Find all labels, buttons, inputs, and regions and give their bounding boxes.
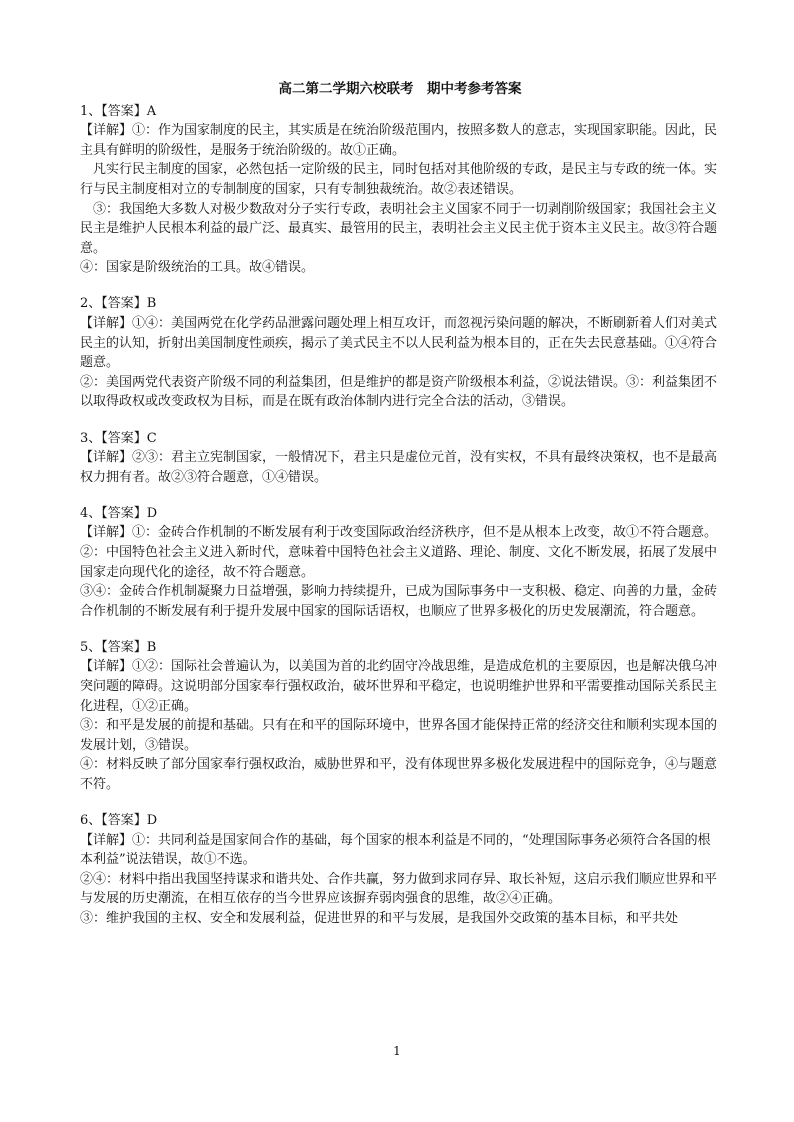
question-4 bbox=[80, 504, 720, 622]
question-1-explanation-2: 凡实行民主制度的国家，必然包括一定阶级的民主，同时包括对其他阶级的专政，是民主与专政的统一体。实行与民主制度相对立的专制制度的国家，只有专制独裁统治。故②表述错误。 bbox=[80, 162, 718, 197]
question-5 bbox=[80, 638, 720, 795]
question-2 bbox=[80, 294, 720, 412]
question-6-answer: 6、【答案】D bbox=[80, 813, 158, 829]
question-6-explanation-2: ②④：材料中指出我国坚持谋求和谐共处、合作共赢，努力做到求同存异、取长补短，这启示我们顺应世界和平与发展的历史潮流，在相互依存的当今世界应该摒弃弱肉强食的思维，故②④正确。 bbox=[80, 871, 718, 907]
question-3-explanation-1: 【详解】②③：君主立宪制国家，一般情况下，君主只是虚位元首，没有实权，不具有最终决策权，也不是最高权力拥有者。故②③符合题意，①④错误。 bbox=[80, 450, 718, 485]
answer-content bbox=[80, 80, 720, 945]
question-6-explanation-3: ③：维护我国的主权、安全和发展利益，促进世界的和平与发展，是我国外交政策的基本目标，和平共处 bbox=[80, 911, 679, 927]
question-4-explanation-1: 【详解】①：金砖合作机制的不断发展有利于改变国际政治经济秩序，但不是从根本上改变，故①不符合题意。 bbox=[80, 525, 718, 541]
page-title: 高二第二学期六校联考 期中考参考答案 bbox=[278, 81, 522, 97]
question-5-answer: 5、【答案】B bbox=[80, 639, 157, 655]
question-3 bbox=[80, 429, 720, 488]
question-2-explanation-1: 【详解】①④：美国两党在化学药品泄露问题处理上相互攻讦，而忽视污染问题的解决，不断刷新着人们对美式民主的认知，折射出美国制度性顽疾，揭示了美式民主不以人民利益为根本目的，正在失去民意基础。①④符合题意。 bbox=[80, 316, 718, 371]
question-5-explanation-2: ③：和平是发展的前提和基础。只有在和平的国际环境中，世界各国才能保持正常的经济交往和顺利实现本国的发展计划，③错误。 bbox=[80, 718, 718, 753]
question-2-answer: 2、【答案】B bbox=[80, 296, 157, 312]
question-6-explanation-1: 【详解】①：共同利益是国家间合作的基础，每个国家的根本利益是不同的，“处理国际事务必须符合各国的根本利益”说法错误，故①不选。 bbox=[80, 832, 711, 868]
question-5-explanation-3: ④：材料反映了部分国家奉行强权政治，威胁世界和平，没有体现世界多极化发展进程中的国际竞争，④与题意不符。 bbox=[80, 757, 718, 792]
question-1 bbox=[80, 102, 720, 278]
question-4-explanation-3: ③④：金砖合作机制凝聚力日益增强，影响力持续提升，已成为国际事务中一支积极、稳定、向善的力量，金砖合作机制的不断发展有利于提升发展中国家的国际话语权，也顺应了世界多极化的历史发展潮流，符合题意。 bbox=[80, 584, 718, 619]
question-6 bbox=[80, 811, 720, 929]
page-number: 1 bbox=[393, 1044, 401, 1058]
question-1-explanation-4: ④：国家是阶级统治的工具。故④错误。 bbox=[80, 260, 315, 276]
question-1-answer: 1、【答案】A bbox=[80, 103, 157, 119]
question-4-answer: 4、【答案】D bbox=[80, 505, 158, 521]
question-4-explanation-2: ②：中国特色社会主义进入新时代，意味着中国特色社会主义道路、理论、制度、文化不断发展，拓展了发展中国家走向现代化的途径，故不符合题意。 bbox=[80, 544, 718, 580]
question-2-explanation-2: ②：美国两党代表资产阶级不同的利益集团，但是维护的都是资产阶级根本利益，②说法错误。③：利益集团不以取得政权或改变政权为目标，而是在既有政治体制内进行完全合法的活动，③错误。 bbox=[80, 374, 718, 410]
question-3-answer: 3、【答案】C bbox=[80, 430, 157, 446]
question-1-explanation-3: ③：我国绝大多数人对极少数敌对分子实行专政，表明社会主义国家不同于一切剥削阶级国家；我国社会主义民主是维护人民根本利益的最广泛、最真实、最管用的民主，表明社会主义民主优于资本主义民主。故③符合题意。 bbox=[80, 201, 718, 256]
question-1-explanation-1: 【详解】①：作为国家制度的民主，其实质是在统治阶级范围内，按照多数人的意志，实现国家职能。因此，民主具有鲜明的阶级性，是服务于统治阶级的。故①正确。 bbox=[80, 123, 718, 158]
question-5-explanation-1: 【详解】①②：国际社会普遍认为，以美国为首的北约固守冷战思维，是造成危机的主要原因，也是解决俄乌冲突问题的障碍。这说明部分国家奉行强权政治，破坏世界和平稳定，也说明维护世界和平需要推动国际关系民主化进程，①②正确。 bbox=[80, 659, 718, 714]
